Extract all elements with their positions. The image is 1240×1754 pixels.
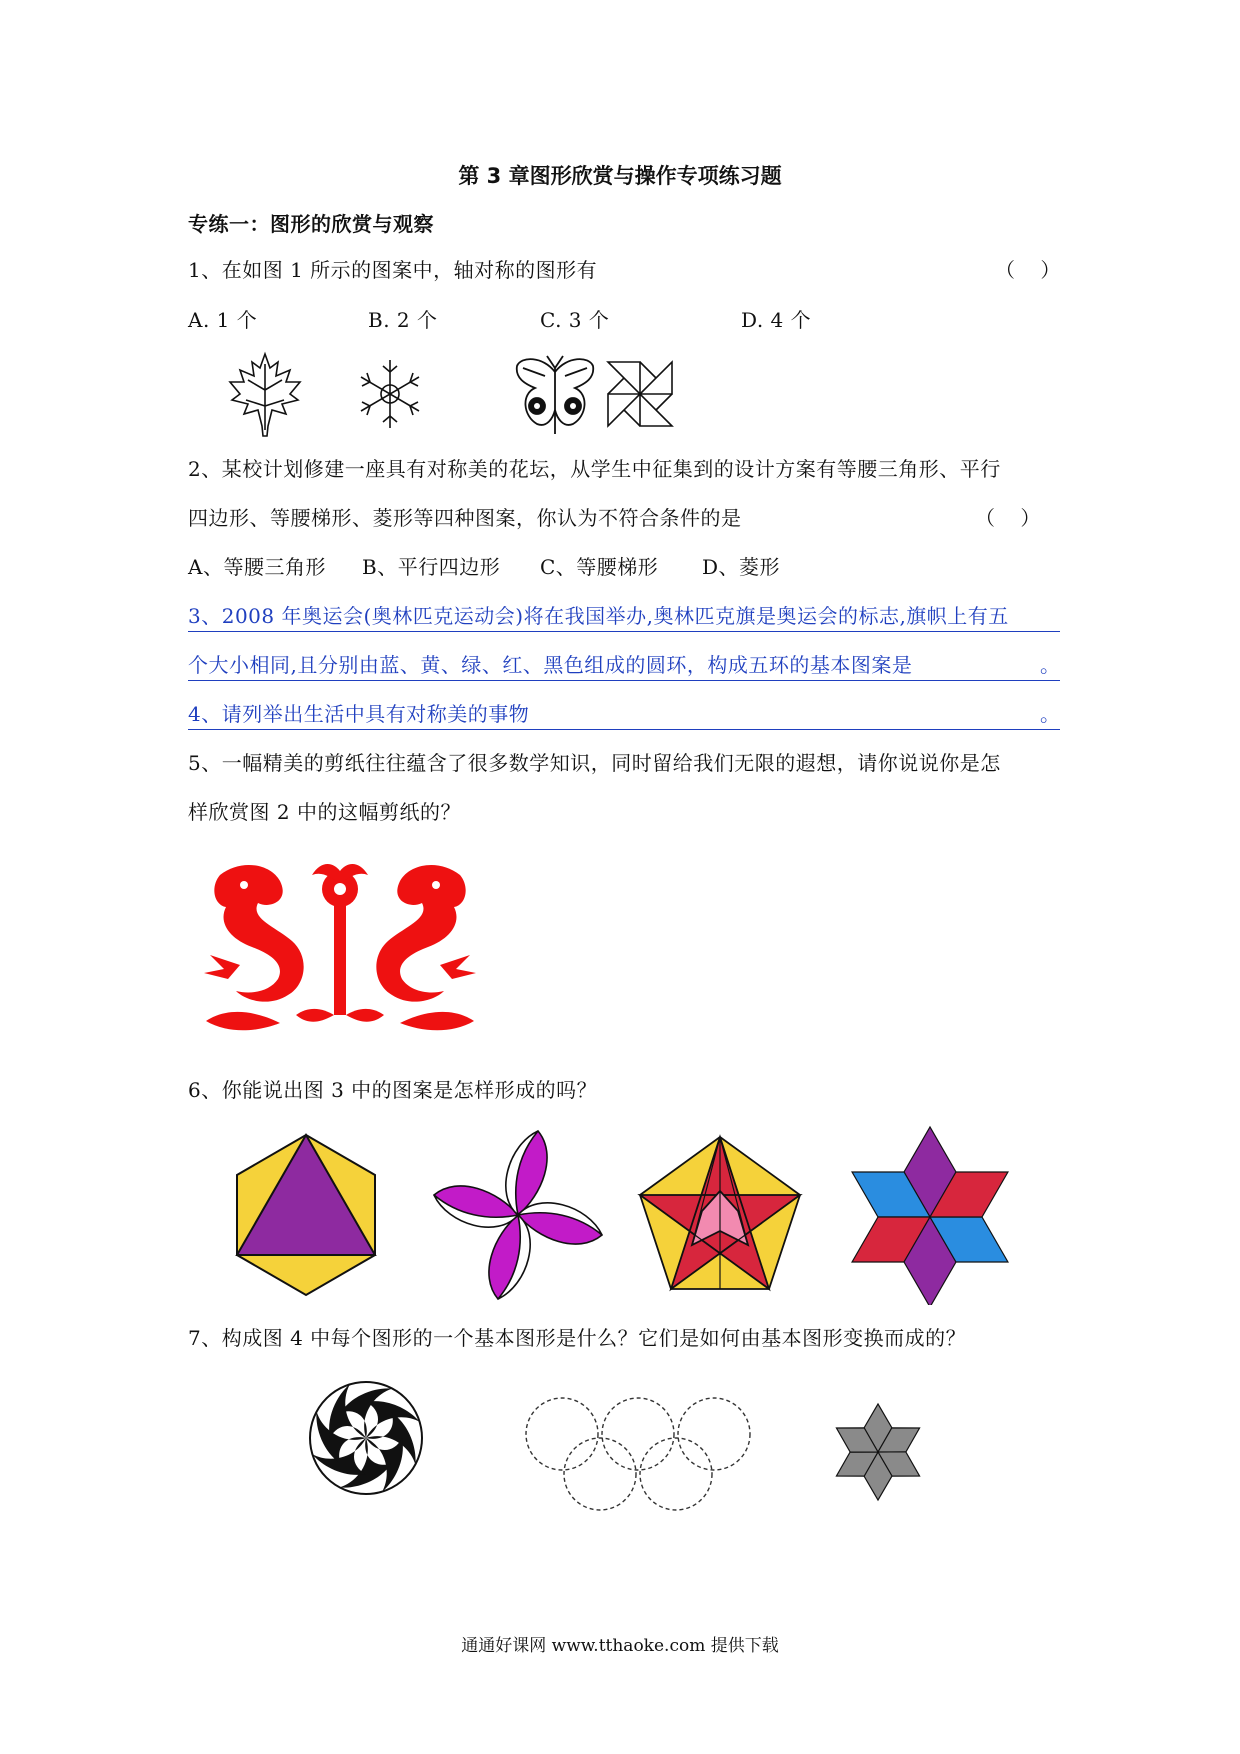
swirl-circle-pattern	[302, 1374, 431, 1503]
question-7-text: 7、构成图 4 中每个图形的一个基本图形是什么？它们是如何由基本图形变换而成的？	[188, 1326, 967, 1350]
question-1-answer-paren: （ ）	[995, 258, 1061, 282]
figure-3	[230, 1125, 1050, 1305]
butterfly-icon	[517, 356, 594, 434]
olympic-rings-pattern	[526, 1398, 750, 1510]
page-footer: 通通好课网 www.tthaoke.com 提供下载	[461, 1636, 779, 1656]
figure-1	[220, 350, 680, 440]
question-3-line-2: 个大小相同,且分别由蓝、黄、绿、红、黑色组成的圆环，构成五环的基本图案是	[188, 653, 913, 677]
petal-pinwheel-pattern	[434, 1131, 602, 1299]
question-3-end-mark: 。	[1040, 653, 1060, 677]
figure-4	[300, 1370, 950, 1520]
option-d: D. 4 个	[741, 308, 812, 332]
question-1-text: 1、在如图 1 所示的图案中，轴对称的图形有	[188, 258, 598, 282]
option-c: C、等腰梯形	[540, 555, 659, 579]
option-a: A. 1 个	[188, 308, 258, 332]
option-a: A、等腰三角形	[188, 555, 326, 579]
figure-2	[200, 845, 480, 1045]
question-3-underline-2	[188, 680, 1060, 681]
option-d: D、菱形	[702, 555, 781, 579]
grey-diamond-star-pattern	[829, 1404, 926, 1500]
question-6-text: 6、你能说出图 3 中的图案是怎样形成的吗？	[188, 1078, 598, 1102]
option-b: B. 2 个	[368, 308, 438, 332]
question-4-end-mark: 。	[1040, 702, 1060, 726]
maple-leaf-icon	[230, 354, 300, 436]
question-5-line-2: 样欣赏图 2 中的这幅剪纸的？	[188, 800, 461, 824]
question-5-line-1: 5、一幅精美的剪纸往往蕴含了很多数学知识，同时留给我们无限的遐想，请你说说你是怎	[188, 751, 1001, 775]
question-3-line-1: 3、2008 年奥运会(奥林匹克运动会)将在我国举办,奥林匹克旗是奥运会的标志,旗帜上有五	[188, 604, 1009, 628]
pinwheel-icon	[608, 362, 672, 426]
question-2-line-1: 2、某校计划修建一座具有对称美的花坛，从学生中征集到的设计方案有等腰三角形、平行	[188, 457, 1001, 481]
diamond-star-pattern	[839, 1127, 1021, 1305]
snowflake-icon	[361, 360, 419, 428]
question-4-text: 4、请列举出生活中具有对称美的事物	[188, 702, 530, 726]
hexagon-triangle-pattern	[237, 1135, 375, 1295]
option-b: B、平行四边形	[362, 555, 501, 579]
question-3-underline-1	[188, 631, 1060, 632]
question-2-line-2: 四边形、等腰梯形、菱形等四种图案，你认为不符合条件的是	[188, 506, 742, 530]
option-c: C. 3 个	[540, 308, 610, 332]
section-heading: 专练一：图形的欣赏与观察	[188, 212, 434, 236]
question-4-underline	[188, 729, 1060, 730]
page-title: 第 3 章图形欣赏与操作专项练习题	[458, 164, 782, 188]
question-2-answer-paren: （ ）	[975, 506, 1041, 530]
pentagon-star-pattern	[640, 1137, 800, 1289]
